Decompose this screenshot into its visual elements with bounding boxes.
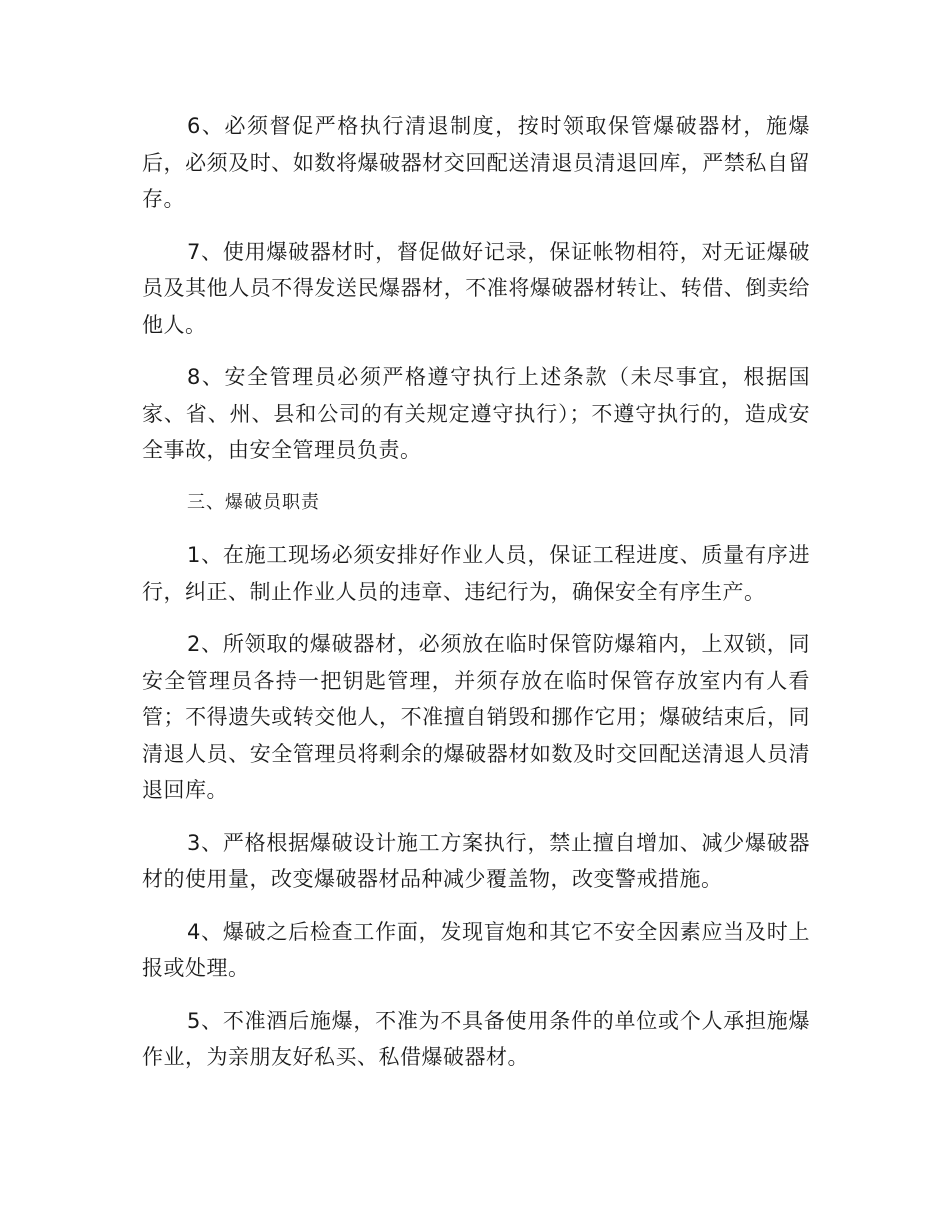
section-heading: 三、爆破员职责 <box>187 491 320 513</box>
document-page <box>142 108 810 1092</box>
paragraph-duty-4: 4、爆破之后检查工作面，发现盲炮和其它不安全因素应当及时上报或处理。 <box>142 919 810 980</box>
paragraph-item-6: 6、必须督促严格执行清退制度，按时领取保管爆破器材，施爆后，必须及时、如数将爆破器材交回配送清退员清退回库，严禁私自留存。 <box>142 114 810 211</box>
paragraph-duty-5: 5、不准酒后施爆，不准为不具备使用条件的单位或个人承担施爆作业，为亲朋友好私买、私借爆破器材。 <box>142 1008 810 1069</box>
paragraph-item-7: 7、使用爆破器材时，督促做好记录，保证帐物相符，对无证爆破员及其他人员不得发送民爆器材，不准将爆破器材转让、转借、倒卖给他人。 <box>142 239 810 337</box>
paragraph-duty-1: 1、在施工现场必须安排好作业人员，保证工程进度、质量有序进行，纠正、制止作业人员的违章、违纪行为，确保安全有序生产。 <box>142 543 810 604</box>
paragraph-item-8: 8、安全管理员必须严格遵守执行上述条款（未尽事宜，根据国家、省、州、县和公司的有关规定遵守执行）；不遵守执行的，造成安全事故，由安全管理员负责。 <box>142 365 810 462</box>
paragraph-duty-3: 3、严格根据爆破设计施工方案执行，禁止擅自增加、减少爆破器材的使用量，改变爆破器材品种减少覆盖物，改变警戒措施。 <box>142 830 810 891</box>
paragraph-duty-2: 2、所领取的爆破器材，必须放在临时保管防爆箱内，上双锁，同安全管理员各持一把钥匙管理，并须存放在临时保管存放室内有人看管；不得遗失或转交他人，不准擅自销毁和挪作它用；爆破结束后，同清退人员、安全管理员将剩余的爆破器材如数及时交回配送清退人员清退回库。 <box>142 632 810 802</box>
